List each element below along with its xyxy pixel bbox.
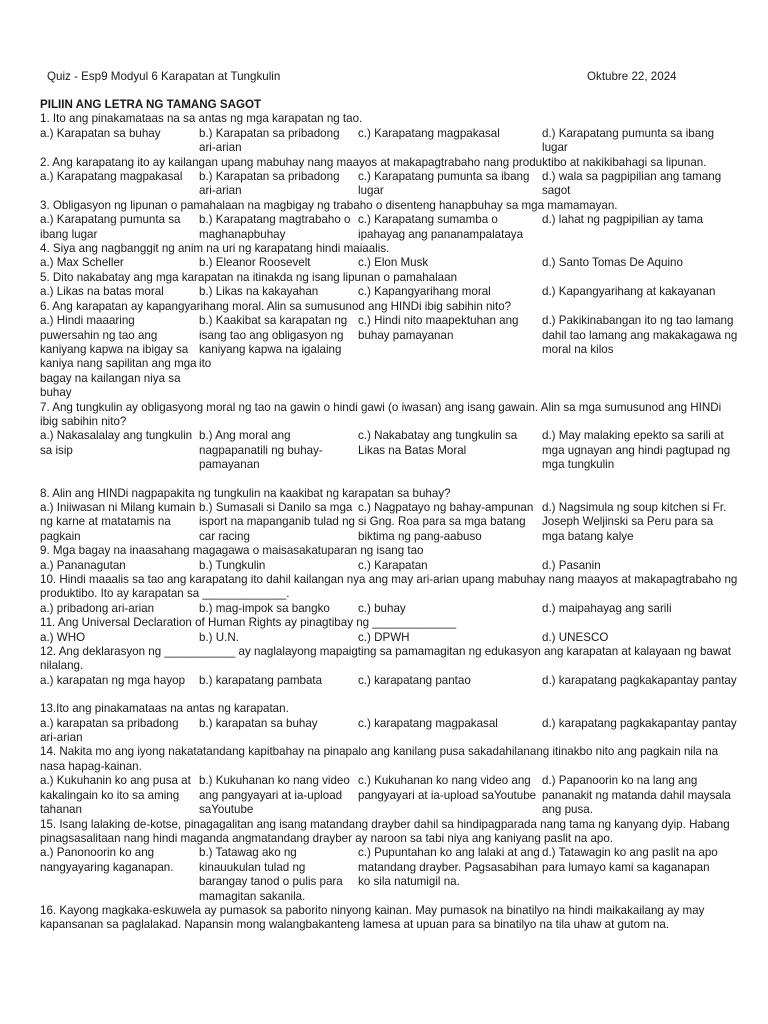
answer-options [40,429,740,472]
answer-options [40,256,740,270]
question-item [40,645,740,688]
option-b: b.) Kukuhanan ko nang video ang pangyayari at ia-upload saYoutube [199,774,350,817]
question-text: 8. Alin ang HINDi nagpapakita ng tungkulin na kaakibat ng karapatan sa buhay? [40,486,451,500]
option-a: a.) WHO [40,630,86,644]
answer-options [40,501,740,544]
question-item [40,487,740,545]
option-d: d.) Karapatang pumunta sa ibang lugar [542,126,715,155]
option-d: d.) Nagsimula ng soup kitchen si Fr. Joseph Weljinski sa Peru para sa mga batang kalye [542,500,727,543]
question-text: 7. Ang tungkulin ay obligasyong moral ng tao na gawin o hindi gawi (o iwasan) ang isang gawain. Alin sa mga sumusunod ang HINDi ibig sabihin nito? [40,400,722,428]
option-b: b.) Sumasali si Danilo sa mga isport na mapanganib tulad ng car racing [199,500,355,543]
option-b: b.) Tungkulin [199,558,266,572]
option-c: c.) Pupuntahan ko ang lalaki at ang matandang drayber. Pagsasabihan ko sila natumigil na. [358,846,540,889]
option-b: b.) Karapatan sa pribadong ari-arian [199,126,340,155]
question-item [40,573,740,616]
question-item [40,904,740,933]
question-item [40,300,740,401]
option-d: d.) Pakikinabangan ito ng tao lamang dahil tao lamang ang makakagawa ng moral na kilos [542,314,738,356]
option-b: b.) Eleanor Roosevelt [199,256,311,270]
question-text: 9. Mga bagay na inaasahang magagawa o maisasakatuparan ng isang tao [40,544,424,558]
question-item [40,112,740,155]
option-a: a.) Karapatan sa buhay [40,126,161,140]
option-c: c.) karapatang pantao [358,673,471,687]
page-header [47,70,715,85]
question-item [40,271,740,300]
option-d: d.) Kapangyarihang at kakayanan [542,285,716,299]
option-c: c.) Karapatang sumamba o ipahayag ang pananampalataya [358,213,524,241]
option-a: a.) Iniiwasan ni Milang kumain ng karne at matatamis na pagkain [40,500,196,543]
question-item [40,616,740,645]
question-text: 3. Obligasyon ng lipunan o pamahalaan na magbigay ng trabaho o disenteng hanapbuhay sa mga mamamayan. [40,198,618,212]
option-b: b.) U.N. [199,630,239,644]
question-item [40,401,740,473]
quiz-title: Quiz - Esp9 Modyul 6 Karapatan at Tungkulin [47,70,281,83]
spacer [40,688,740,702]
option-c: c.) buhay [358,601,406,615]
spacer [40,473,740,487]
option-d: d.) Pasanin [542,558,601,572]
question-item [40,199,740,242]
option-d: d.) wala sa pagpipilian ang tamang sagot [542,170,722,198]
option-a: a.) Karapatang magpakasal [40,170,183,184]
option-b: b.) Karapatang magtrabaho o maghanapbuhay [199,213,351,241]
answer-options [40,314,740,400]
option-a: a.) karapatan sa pribadong ari-arian [40,716,179,745]
option-c: c.) Nagpatayo ng bahay-ampunan si Gng. Roa para sa mga batang biktima ng pang-aabuso [358,500,534,543]
option-c: c.) Kapangyarihang moral [358,285,491,299]
question-text: 15. Isang lalaking de-kotse, pinagagalitan ang isang matandang drayber dahil sa hindipagparada nang tama ng kanyang dyip. Habang pinagsasalitaan nang hindi maganda angmatandang drayber ay naroon sa tabi niya ang kaniyang paslit na apo. [40,817,730,845]
question-text: 16. Kayong magkaka-eskuwela ay pumasok sa paborito ninyong kainan. May pumasok na binatilyo na hindi maikakailang ay may kapansanan sa paglalakad. Napansin mong walangbakanteng lamesa at upuan para sa binatilyo na tila uhaw at gutom na. [40,903,705,932]
option-b: b.) mag-impok sa bangko [199,601,330,615]
question-item [40,745,740,817]
option-b: b.) Likas na kakayahan [199,285,319,299]
answer-options [40,631,740,645]
question-item [40,818,740,904]
option-b: b.) Kaakibat sa karapatan ng isang tao ang obligasyon ng kaniyang kapwa na igalaing ito [199,314,348,371]
option-b: b.) Karapatan sa pribadong ari-arian [199,170,340,198]
option-c: c.) Hindi nito maapektuhan ang buhay pamayanan [358,314,519,342]
quiz-content [40,98,740,933]
answer-options [40,285,740,299]
question-text: 14. Nakita mo ang iyong nakatatandang kapitbahay na pinapalo ang kanilang pusa sakadahilanang itinakbo nito ang pagkain nila na nasa hapag-kainan. [40,745,719,773]
option-a: a.) Nakasalalay ang tungkulin sa isip [40,429,193,457]
option-d: d.) May malaking epekto sa sarili at mga ugnayan ang hindi pagtupad ng mga tungkulin [542,429,731,472]
option-d: d.) karapatang pagkakapantay pantay [542,716,737,730]
question-text: 1. Ito ang pinakamataas na sa antas ng mga karapatan ng tao. [40,112,363,126]
instruction: PILIIN ANG LETRA NG TAMANG SAGOT [40,98,262,111]
option-c: c.) Karapatang pumunta sa ibang lugar [358,170,530,198]
option-d: d.) UNESCO [542,630,609,644]
answer-options [40,127,740,156]
option-d: d.) lahat ng pagpipilian ay tama [542,213,704,227]
option-a: a.) Max Scheller [40,256,124,270]
option-a: a.) Likas na batas moral [40,285,164,299]
answer-options [40,674,740,688]
answer-options [40,213,740,242]
answer-options [40,717,740,746]
question-text: 10. Hindi maaalis sa tao ang karapatang ito dahil kailangan nya ang may ari-arian upang mabuhay nang maayos at makapagtrabaho ng produktibo. Ito ay karapatan sa _____________. [40,573,738,601]
option-d: d.) karapatang pagkakapantay pantay [542,673,737,687]
question-text: 4. Siya ang nagbanggit ng anim na uri ng karapatang hindi maiaalis. [40,242,390,256]
option-c: c.) Kukuhanan ko nang video ang pangyayari at ia-upload saYoutube [358,774,537,802]
question-list [40,112,740,932]
option-d: d.) Papanoorin ko na lang ang pananakit ng matanda dahil maysala ang pusa. [542,774,731,817]
option-a: a.) Karapatang pumunta sa ibang lugar [40,213,181,241]
question-text: 5. Dito nakabatay ang mga karapatan na itinakda ng isang lipunan o pamahalaan [40,270,458,284]
option-b: b.) karapatang pambata [199,673,323,687]
answer-options [40,774,740,817]
option-a: a.) pribadong ari-arian [40,601,155,615]
option-c: c.) Elon Musk [358,256,429,270]
option-b: b.) karapatan sa buhay [199,716,318,730]
option-d: d.) maipahayag ang sarili [542,601,672,615]
question-text: 12. Ang deklarasyon ng ___________ ay naglalayong mapaigting sa pamamagitan ng edukasyon ang karapatan at kalayaan ng bawat nilalang. [40,645,731,673]
option-a: a.) Kukuhanin ko ang pusa at kakalingain ko ito sa aming tahanan [40,774,191,817]
question-text: 2. Ang karapatang ito ay kailangan upang mabuhay nang maayos at makapagtrabaho nang produktibo at nakikibahagi sa lipunan. [40,155,707,169]
option-c: c.) Karapatan [358,558,428,572]
option-a: a.) Hindi maaaring puwersahin ng tao ang kaniyang kapwa na ibigay sa kaniya nang sapilitan ang mga bagay na kailangan niya sa buhay [40,314,197,400]
option-b: b.) Ang moral ang nagpapanatili ng buhay-pamayanan [199,429,323,472]
option-c: c.) karapatang magpakasal [358,716,498,730]
answer-options [40,602,740,616]
question-item [40,156,740,199]
option-a: a.) Panonoorin ko ang nangyayaring kaganapan. [40,846,174,874]
option-c: c.) Nakabatay ang tungkulin sa Likas na Batas Moral [358,429,518,457]
question-item [40,242,740,271]
question-text: 6. Ang karapatan ay kapangyarihang moral. Alin sa sumusunod ang HINDi ibig sabihin nito? [40,299,512,313]
option-b: b.) Tatawag ako ng kinauukulan tulad ng barangay tanod o pulis para mamagitan sakanila. [199,846,343,903]
option-a: a.) karapatan ng mga hayop [40,673,186,687]
answer-options [40,170,740,199]
option-c: c.) Karapatang magpakasal [358,126,500,140]
quiz-date: Oktubre 22, 2024 [587,70,677,83]
option-c: c.) DPWH [358,630,410,644]
answer-options [40,559,740,573]
answer-options [40,846,740,904]
option-d: d.) Tatawagin ko ang paslit na apo para lumayo kami sa kaganapan [542,846,718,874]
question-item [40,544,740,573]
question-item [40,702,740,745]
question-text: 11. Ang Universal Declaration of Human Rights ay pinagtibay ng _____________ [40,616,457,630]
option-a: a.) Pananagutan [40,558,126,572]
option-d: d.) Santo Tomas De Aquino [542,256,683,270]
question-text: 13.Ito ang pinakamataas na antas ng karapatan. [40,702,289,716]
